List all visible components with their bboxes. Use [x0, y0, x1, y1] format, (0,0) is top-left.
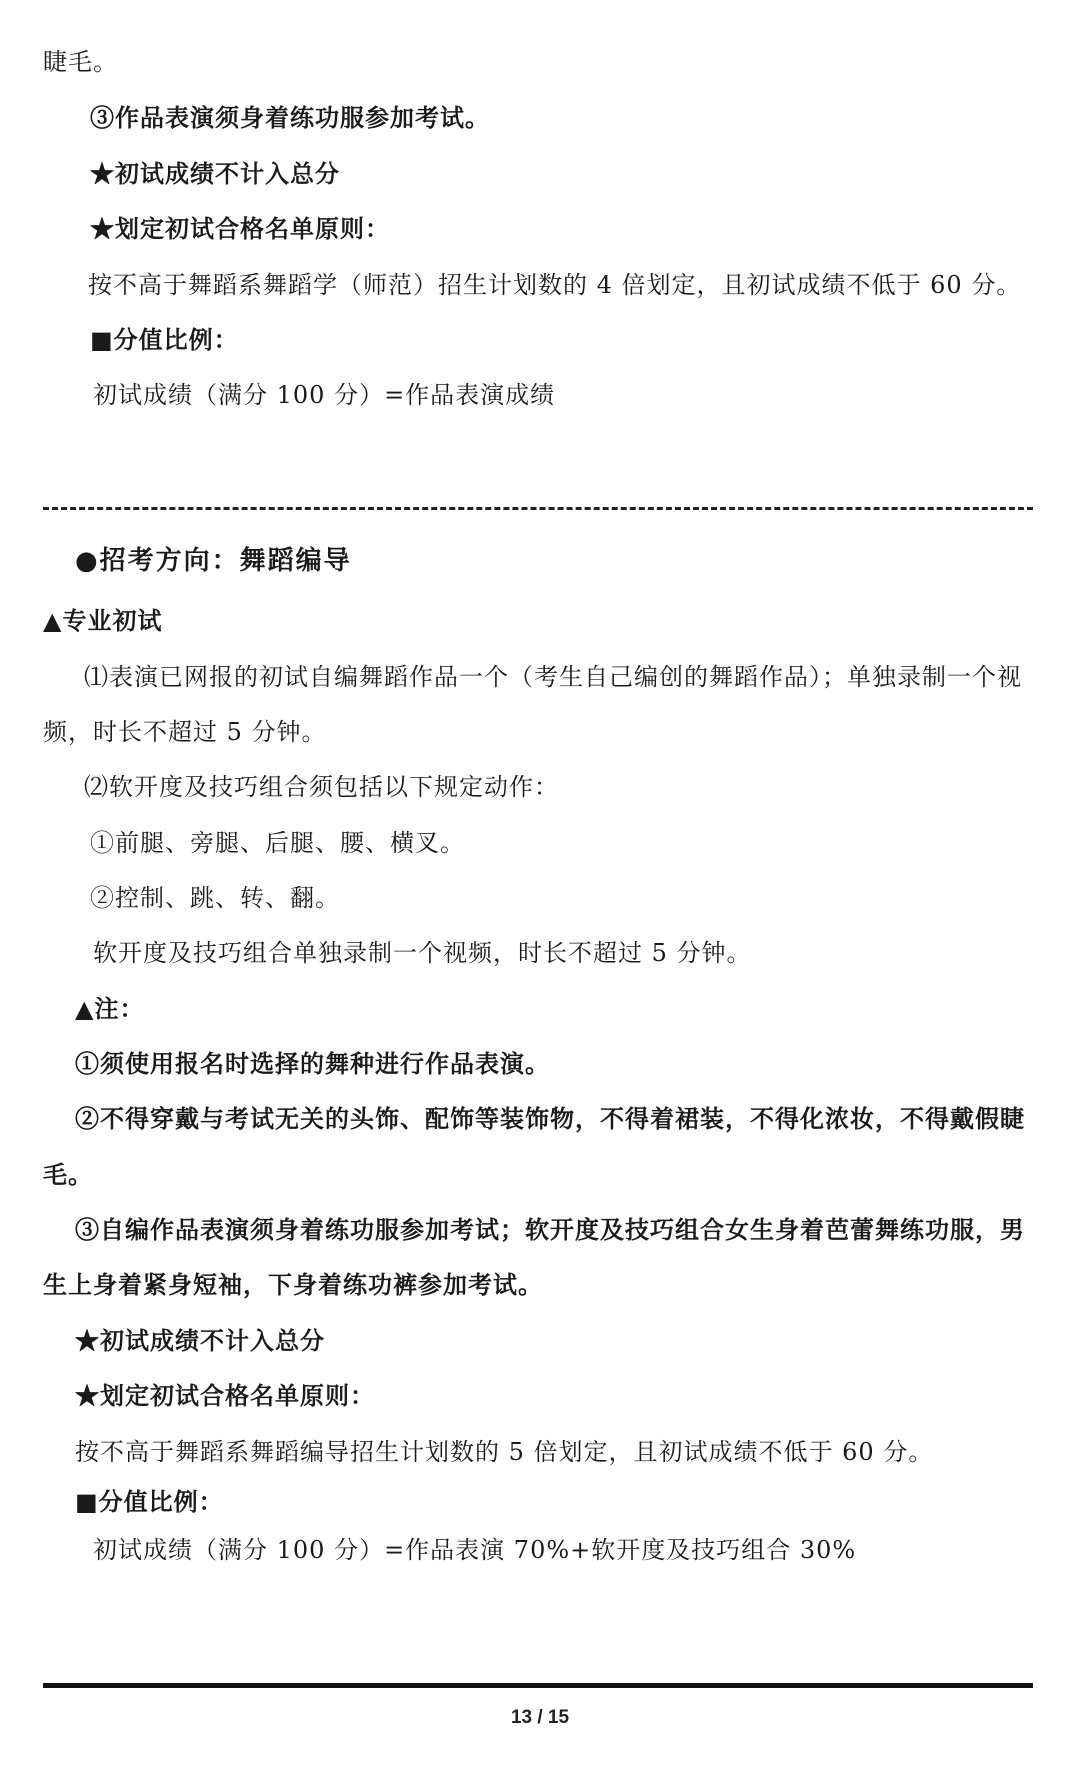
note-line: ★划定初试合格名单原则： [90, 214, 390, 243]
text-line: ⑴表演已网报的初试自编舞蹈作品一个（考生自己编创的舞蹈作品）；单独录制一个视 [84, 663, 1022, 691]
text-line: 睫毛。 [43, 48, 118, 76]
text-line: 按不高于舞蹈系舞蹈学（师范）招生计划数的 4 倍划定，且初试成绩不低于 60 分。 [88, 271, 1022, 299]
text-line: ③作品表演须身着练功服参加考试。 [90, 103, 490, 132]
list-item: ①前腿、旁腿、后腿、腰、横叉。 [90, 829, 465, 857]
text-line: 按不高于舞蹈系舞蹈编导招生计划数的 5 倍划定，且初试成绩不低于 60 分。 [75, 1438, 934, 1466]
page-number: 13 / 15 [510, 1707, 570, 1728]
dashed-divider [43, 507, 1033, 510]
note-line: ★初试成绩不计入总分 [75, 1326, 325, 1355]
score-formula: 初试成绩（满分 100 分）=作品表演成绩 [93, 381, 556, 409]
subheading: ■分值比例： [90, 325, 239, 354]
note-line: ★初试成绩不计入总分 [90, 159, 340, 188]
section-title: ●招考方向：舞蹈编导 [75, 546, 352, 576]
list-item: ②不得穿戴与考试无关的头饰、配饰等装饰物，不得着裙装，不得化浓妆，不得戴假睫 [75, 1104, 1025, 1133]
footer-divider [43, 1683, 1033, 1688]
note-line: ★划定初试合格名单原则： [75, 1381, 375, 1410]
text-line: 生上身着紧身短袖，下身着练功裤参加考试。 [43, 1270, 543, 1299]
list-item: ②控制、跳、转、翻。 [90, 884, 340, 912]
list-item: ③自编作品表演须身着练功服参加考试；软开度及技巧组合女生身着芭蕾舞练功服，男 [75, 1215, 1025, 1244]
text-line: ⑵软开度及技巧组合须包括以下规定动作： [84, 773, 559, 801]
text-line: 毛。 [43, 1160, 93, 1189]
subheading: ■分值比例： [75, 1487, 224, 1516]
text-line: 频，时长不超过 5 分钟。 [43, 718, 327, 746]
text-line: 软开度及技巧组合单独录制一个视频，时长不超过 5 分钟。 [93, 939, 752, 967]
list-item: ①须使用报名时选择的舞种进行作品表演。 [75, 1049, 550, 1078]
score-formula: 初试成绩（满分 100 分）=作品表演 70%+软开度及技巧组合 30% [93, 1536, 857, 1564]
subheading: ▲专业初试 [43, 606, 163, 635]
subheading: ▲注： [75, 994, 145, 1023]
